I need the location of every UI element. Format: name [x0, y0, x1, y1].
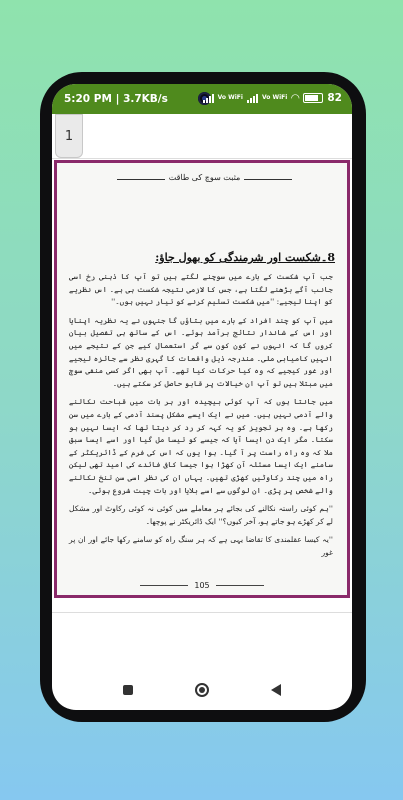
signal-icon-2	[247, 94, 258, 103]
book-page	[57, 163, 347, 595]
running-header-text: مثبت سوچ کی طاقت	[168, 173, 241, 182]
paragraph-5: ''یہ کیسا عقلمندی کا تقاضا یہی ہے کہ ہر سنگ راہ کو سامنے رکھا جائے اور ان پر غور	[69, 535, 333, 557]
home-circle-icon[interactable]	[195, 683, 209, 697]
page-number: 105	[57, 581, 347, 590]
status-bar	[52, 84, 352, 114]
paragraph-2: میں آپ کو چند افراد کے بارے میں بتاؤں گا جنہوں نے یہ نظریہ اپنایا اور اس کے شاندار نتائج برآمد ہوئے۔ اس کے ساتھ ہی تفصیل بیان کروں گا کہ انہوں نے کون کون سے گر استعمال کیے جن کے نتیجے میں انہیں کامیابی ملی۔ مندرجہ ذیل واقعات کا گہری نظر سے جائزہ لیجیے اور غور کیجیے کہ وہ کیا حرکات کیا تھے۔ آپ بھی اگر کسی منفی سوچ میں مبتلا ہیں تو آپ ان خیالات پر قابو حاصل کر سکتے ہیں۔	[69, 315, 333, 388]
page-body	[69, 271, 333, 565]
battery-icon	[303, 93, 323, 103]
paragraph-1: جب آپ شکست کے بارے میں سوچنے لگتے ہیں تو آپ کا ذہنی رخ اسی جانب آگے بڑھنے لگتا ہے، جس کا لازمی نتیجہ شکست ہی ہے۔ اس نظریے کو اپنا لیجیے: ''میں شکست تسلیم کرنے کو تیار نہیں ہوں۔''	[69, 272, 333, 307]
phone-screen	[52, 84, 352, 710]
vowifi-label-1: Vo WiFi	[217, 94, 243, 101]
recents-square-icon[interactable]	[123, 685, 133, 695]
paragraph-4: ''ہم کوئی راستہ نکالنے کی بجائے ہر معاملے میں کوئی نہ کوئی رکاوٹ اور مشکل لے کر کھڑے ہو جاتے ہو، آخر کیوں؟'' ایک ڈائریکٹر نے پوچھا۔	[69, 504, 333, 526]
divider	[52, 158, 352, 159]
vowifi-label-2: Vo WiFi	[261, 94, 288, 101]
signal-icon	[203, 94, 214, 103]
divider-bottom	[52, 612, 352, 613]
page-indicator[interactable]: 1	[55, 114, 83, 158]
running-header	[117, 173, 292, 185]
status-time-speed: 5:20 PM | 3.7KB/s	[64, 93, 168, 105]
paragraph-3: میں جانتا ہوں کہ آپ کوئی بیچیدہ اور ہر بات میں قباحت نکالنے والے آدمی نہیں ہیں۔ میں نے ایک ایسے مشکل پسند آدمی کے بارے میں سن رکھا ہے۔ وہ ہر تجویز کو یہ کہہ کر رد کر دیتا تھا کہ ایسا نہیں ہو سکتا۔ مگر ایک دن ایسا آیا کہ جیسے کو تیسا مل گیا اور اسے ایسا سبق ملا کہ وہ راہ راست پر آ گیا۔ ہوا یوں کہ اس کی فرم کے ڈائریکٹر کے سامنے ایک ایسا مسئلہ آن کھڑا ہوا جیسا کافی فائدے کی امید تھی لیکن راہ میں چند رکاوٹیں کھڑی تھیں۔ یہاں ان کی نظر اسی سن تنخ نکالنے والے شخص پر پڑی۔ ان لوگوں سے اسے بلایا اور بات چیت شروع ہوئی۔	[69, 397, 333, 495]
book-page-frame[interactable]	[54, 160, 350, 598]
status-icons	[203, 92, 342, 104]
wifi-icon: ◠	[291, 92, 300, 104]
section-heading: 8۔شکست اور شرمندگی کو بھول جاؤ:	[155, 251, 335, 264]
back-triangle-icon[interactable]	[271, 684, 281, 696]
battery-percent: 82	[327, 92, 342, 104]
navigation-bar	[52, 670, 352, 710]
